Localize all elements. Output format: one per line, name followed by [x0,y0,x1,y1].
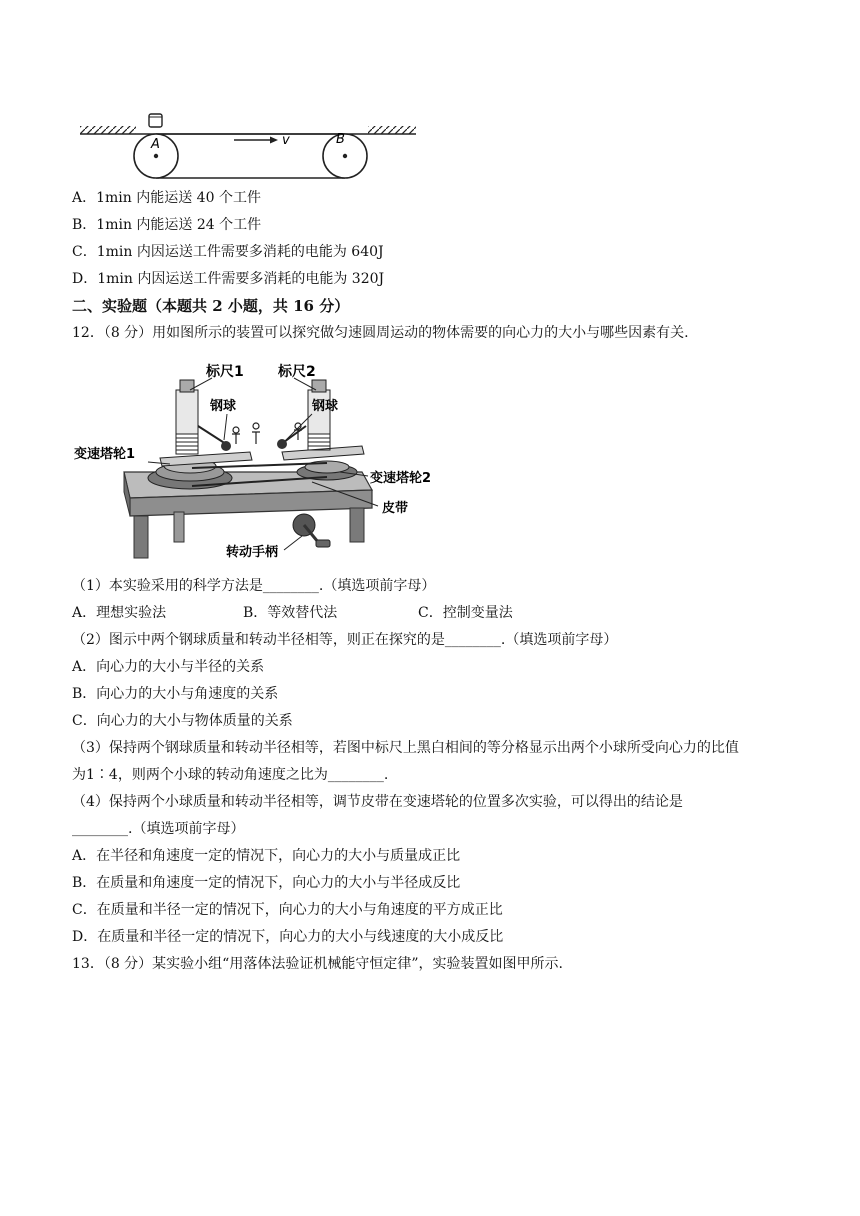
q12-part2-option-a: A．向心力的大小与半径的关系 [72,659,265,675]
q12-part3-line2: 为1∶4，则两个小球的转动角速度之比为________. [72,767,389,783]
workpiece [149,114,162,127]
label-tower-wheel-2: 变速塔轮2 [370,471,432,486]
q11-option-a: A．1min 内能运送 40 个工件 [72,190,261,206]
q12-part1-option-b: B．等效替代法 [243,605,338,621]
q12-part4-option-a: A．在半径和角速度一定的情况下，向心力的大小与质量成正比 [72,848,461,864]
label-belt: 皮带 [382,501,409,516]
label-tower-wheel-1: 变速塔轮1 [74,447,136,462]
ground-hatch-left [80,126,136,134]
label-ball-right: 钢球 [312,399,339,414]
q12-part4-option-c: C．在质量和半径一定的情况下，向心力的大小与角速度的平方成正比 [72,902,503,918]
label-b: B [336,132,345,147]
q12-part1-option-c: C．控制变量法 [418,605,513,621]
label-a: A [151,137,160,152]
q11-option-b: B．1min 内能运送 24 个工件 [72,217,262,233]
q13-stem: 13．（8 分）某实验小组“用落体法验证机械能守恒定律”，实验装置如图甲所示. [72,956,563,972]
q12-part4-option-b: B．在质量和角速度一定的情况下，向心力的大小与半径成反比 [72,875,461,891]
label-v: v [282,133,290,148]
q12-part1: （1）本实验采用的科学方法是________.（填选项前字母） [72,578,436,594]
q11-option-d: D．1min 内因运送工件需要多消耗的电能为 320J [72,271,385,287]
ground-hatch-right [368,126,416,134]
q12-stem: 12．（8 分）用如图所示的装置可以探究做匀速圆周运动的物体需要的向心力的大小与哪些因素有关. [72,325,689,341]
label-scale-2: 标尺2 [278,364,316,380]
label-handle: 转动手柄 [226,545,279,560]
label-ball-left: 钢球 [210,399,237,414]
conveyor-belt-figure [78,108,420,180]
steel-ball-right [277,439,287,449]
q12-part3-line1: （3）保持两个钢球质量和转动半径相等，若图中标尺上黑白相间的等分格显示出两个小球所受向心力的比值 [72,740,739,756]
q12-part2-option-b: B．向心力的大小与角速度的关系 [72,686,279,702]
q12-part2: （2）图示中两个钢球质量和转动半径相等，则正在探究的是________.（填选项前字母） [72,632,618,648]
q11-option-c: C．1min 内因运送工件需要多消耗的电能为 640J [72,244,384,260]
steel-ball-left [221,441,231,451]
centripetal-apparatus-figure [72,360,448,566]
q12-part2-option-c: C．向心力的大小与物体质量的关系 [72,713,293,729]
q12-part4-line2: ________.（填选项前字母） [72,821,245,837]
section-2-title: 二、实验题（本题共 2 小题，共 16 分） [72,297,350,315]
q12-part1-option-a: A．理想实验法 [72,605,167,621]
q12-part4-line1: （4）保持两个小球质量和转动半径相等，调节皮带在变速塔轮的位置多次实验，可以得出的结论是 [72,794,683,810]
label-scale-1: 标尺1 [206,364,244,380]
q12-part4-option-d: D．在质量和半径一定的情况下，向心力的大小与线速度的大小成反比 [72,929,504,945]
